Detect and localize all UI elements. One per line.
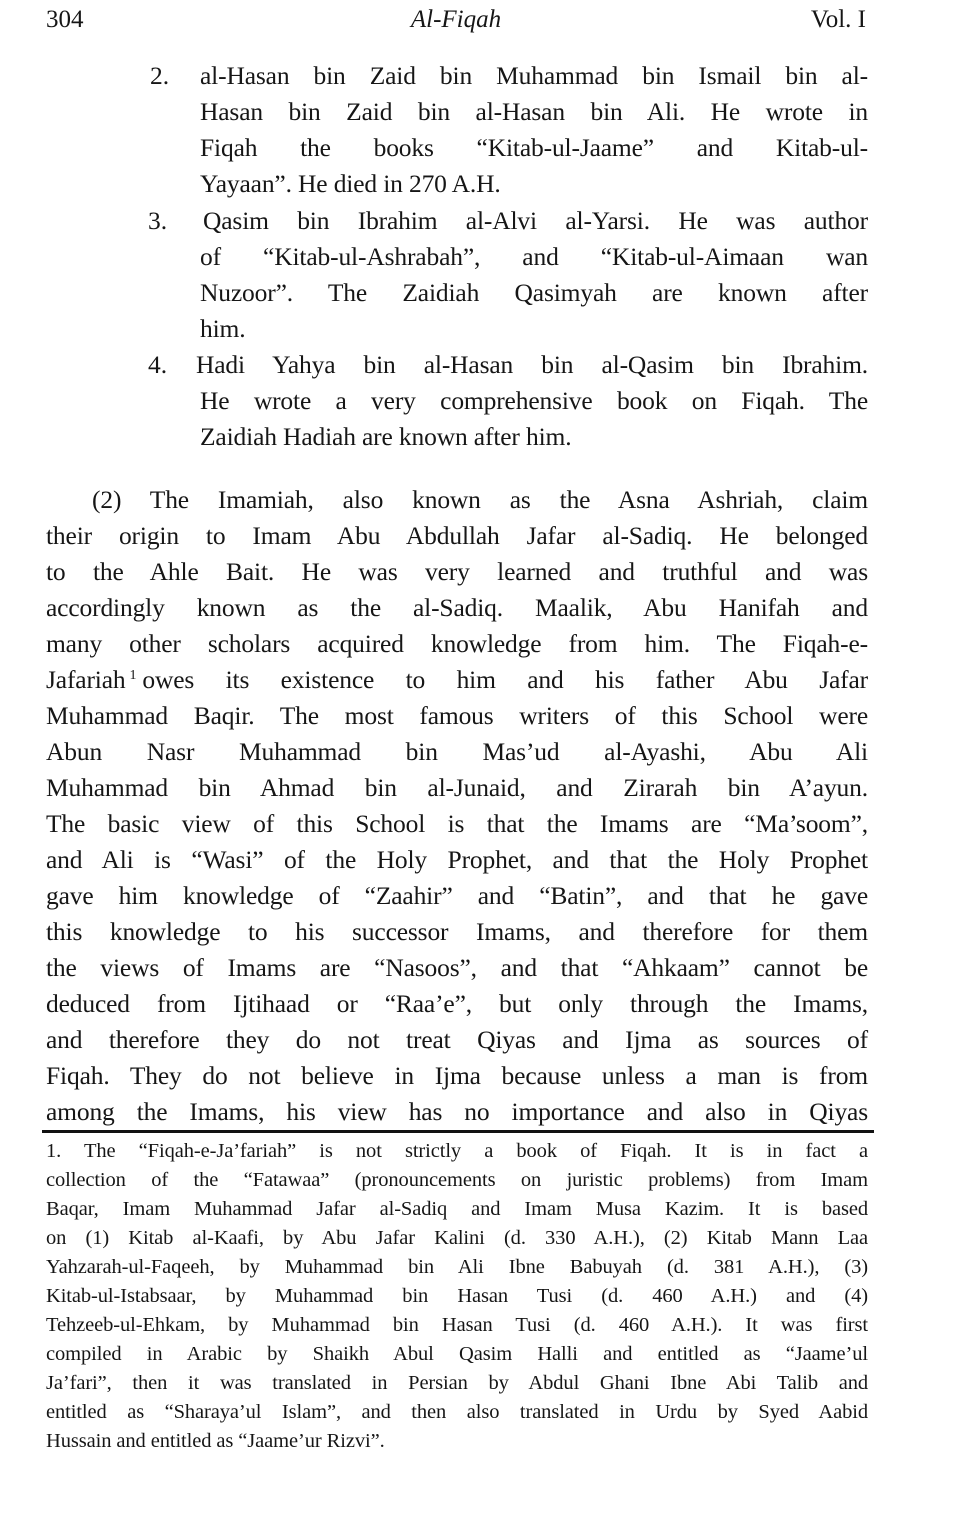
- paragraph-line: and Ali is “Wasi” of the Holy Prophet, and that the Holy Prophet: [46, 845, 868, 874]
- paragraph-line: among the Imams, his view has no importance and also in Qiyas: [46, 1097, 868, 1126]
- paragraph-line: The basic view of this School is that the Imams are “Ma’soom”,: [46, 809, 868, 838]
- paragraph-line: accordingly known as the al-Sadiq. Maalik, Abu Hanifah and: [46, 593, 868, 622]
- list-item-line: Yayaan”. He died in 270 A.H.: [200, 169, 501, 198]
- paragraph-line: [46, 662, 868, 698]
- list-item-line: Hasan bin Zaid bin al-Hasan bin Ali. He wrote in: [200, 97, 868, 126]
- footnote-line: Yahzarah-ul-Faqeeh, by Muhammad bin Ali Ibne Babuyah (d. 381 A.H.), (3): [46, 1256, 868, 1278]
- paragraph-text: owes its existence to him and his father Abu Jafar: [142, 665, 868, 694]
- footnote-divider: [42, 1130, 874, 1133]
- footnote-line: collection of the “Fatawaa” (pronouncements on juristic problems) from Imam: [46, 1169, 868, 1191]
- paragraph-line: deduced from Ijtihaad or “Raa’e”, but only through the Imams,: [46, 989, 868, 1018]
- footnote-line: Ja’fari”, then it was translated in Persian by Abdul Ghani Ibne Abi Talib and: [46, 1372, 868, 1394]
- list-item-line: of “Kitab-ul-Ashrabah”, and “Kitab-ul-Aimaan wan: [200, 242, 868, 271]
- paragraph-line: and therefore they do not treat Qiyas and Ijma as sources of: [46, 1025, 868, 1054]
- list-item-number: 4.: [148, 350, 168, 379]
- list-item-line: Nuzoor”. The Zaidiah Qasimyah are known after: [200, 278, 868, 307]
- footnote-line: 1. The “Fiqah-e-Ja’fariah” is not strictly a book of Fiqah. It is in fact a: [46, 1140, 868, 1162]
- list-item-line: Hadi Yahya bin al-Hasan bin al-Qasim bin Ibrahim.: [196, 350, 868, 379]
- footnote-line: Tehzeeb-ul-Ehkam, by Muhammad bin Hasan Tusi (d. 460 A.H.). It was first: [46, 1314, 868, 1336]
- list-item-line: Fiqah the books “Kitab-ul-Jaame” and Kitab-ul-: [200, 133, 868, 162]
- list-item-number: 3.: [148, 206, 168, 235]
- paragraph-line: (2) The Imamiah, also known as the Asna Ashriah, claim: [92, 485, 868, 514]
- paragraph-line: Muhammad bin Ahmad bin al-Junaid, and Zirarah bin A’ayun.: [46, 773, 868, 802]
- paragraph-line: this knowledge to his successor Imams, and therefore for them: [46, 917, 868, 946]
- paragraph-line: Muhammad Baqir. The most famous writers of this School were: [46, 701, 868, 730]
- book-title: Al-Fiqah: [410, 6, 502, 33]
- paragraph-line: many other scholars acquired knowledge from him. The Fiqah-e-: [46, 629, 868, 658]
- footnote-line: on (1) Kitab al-Kaafi, by Abu Jafar Kalini (d. 330 A.H.), (2) Kitab Mann Laa: [46, 1227, 868, 1249]
- paragraph-line: to the Ahle Bait. He was very learned and truthful and was: [46, 557, 868, 586]
- list-item-line: him.: [200, 314, 246, 343]
- list-item-line: He wrote a very comprehensive book on Fiqah. The: [200, 386, 868, 415]
- list-item-line: al-Hasan bin Zaid bin Muhammad bin Ismail bin al-: [200, 61, 868, 90]
- footnote-line: Hussain and entitled as “Jaame’ur Rizvi”.: [46, 1430, 385, 1452]
- paragraph-text: Jafariah: [46, 665, 126, 694]
- list-item-line: Zaidiah Hadiah are known after him.: [200, 422, 572, 451]
- paragraph-line: their origin to Imam Abu Abdullah Jafar al-Sadiq. He belonged: [46, 521, 868, 550]
- running-header: [46, 2, 866, 38]
- page-number: 304: [46, 6, 84, 33]
- paragraph-line: the views of Imams are “Nasoos”, and that “Ahkaam” cannot be: [46, 953, 868, 982]
- paragraph-line: Abun Nasr Muhammad bin Mas’ud al-Ayashi, Abu Ali: [46, 737, 868, 766]
- list-item-number: 2.: [150, 61, 170, 90]
- footnote-line: entitled as “Sharaya’ul Islam”, and then also translated in Urdu by Syed Aabid: [46, 1401, 868, 1423]
- footnote-reference[interactable]: 1: [129, 667, 137, 683]
- paragraph-line: Fiqah. They do not believe in Ijma because unless a man is from: [46, 1061, 868, 1090]
- paragraph-line: gave him knowledge of “Zaahir” and “Batin”, and that he gave: [46, 881, 868, 910]
- footnote-line: Kitab-ul-Istabsaar, by Muhammad bin Hasan Tusi (d. 460 A.H.) and (4): [46, 1285, 868, 1307]
- footnote-line: Baqar, Imam Muhammad Jafar al-Sadiq and Imam Musa Kazim. It is based: [46, 1198, 868, 1220]
- footnote-line: compiled in Arabic by Shaikh Abul Qasim Halli and entitled as “Jaame’ul: [46, 1343, 868, 1365]
- list-item-line: Qasim bin Ibrahim al-Alvi al-Yarsi. He was author: [203, 206, 868, 235]
- volume-label: Vol. I: [810, 6, 866, 33]
